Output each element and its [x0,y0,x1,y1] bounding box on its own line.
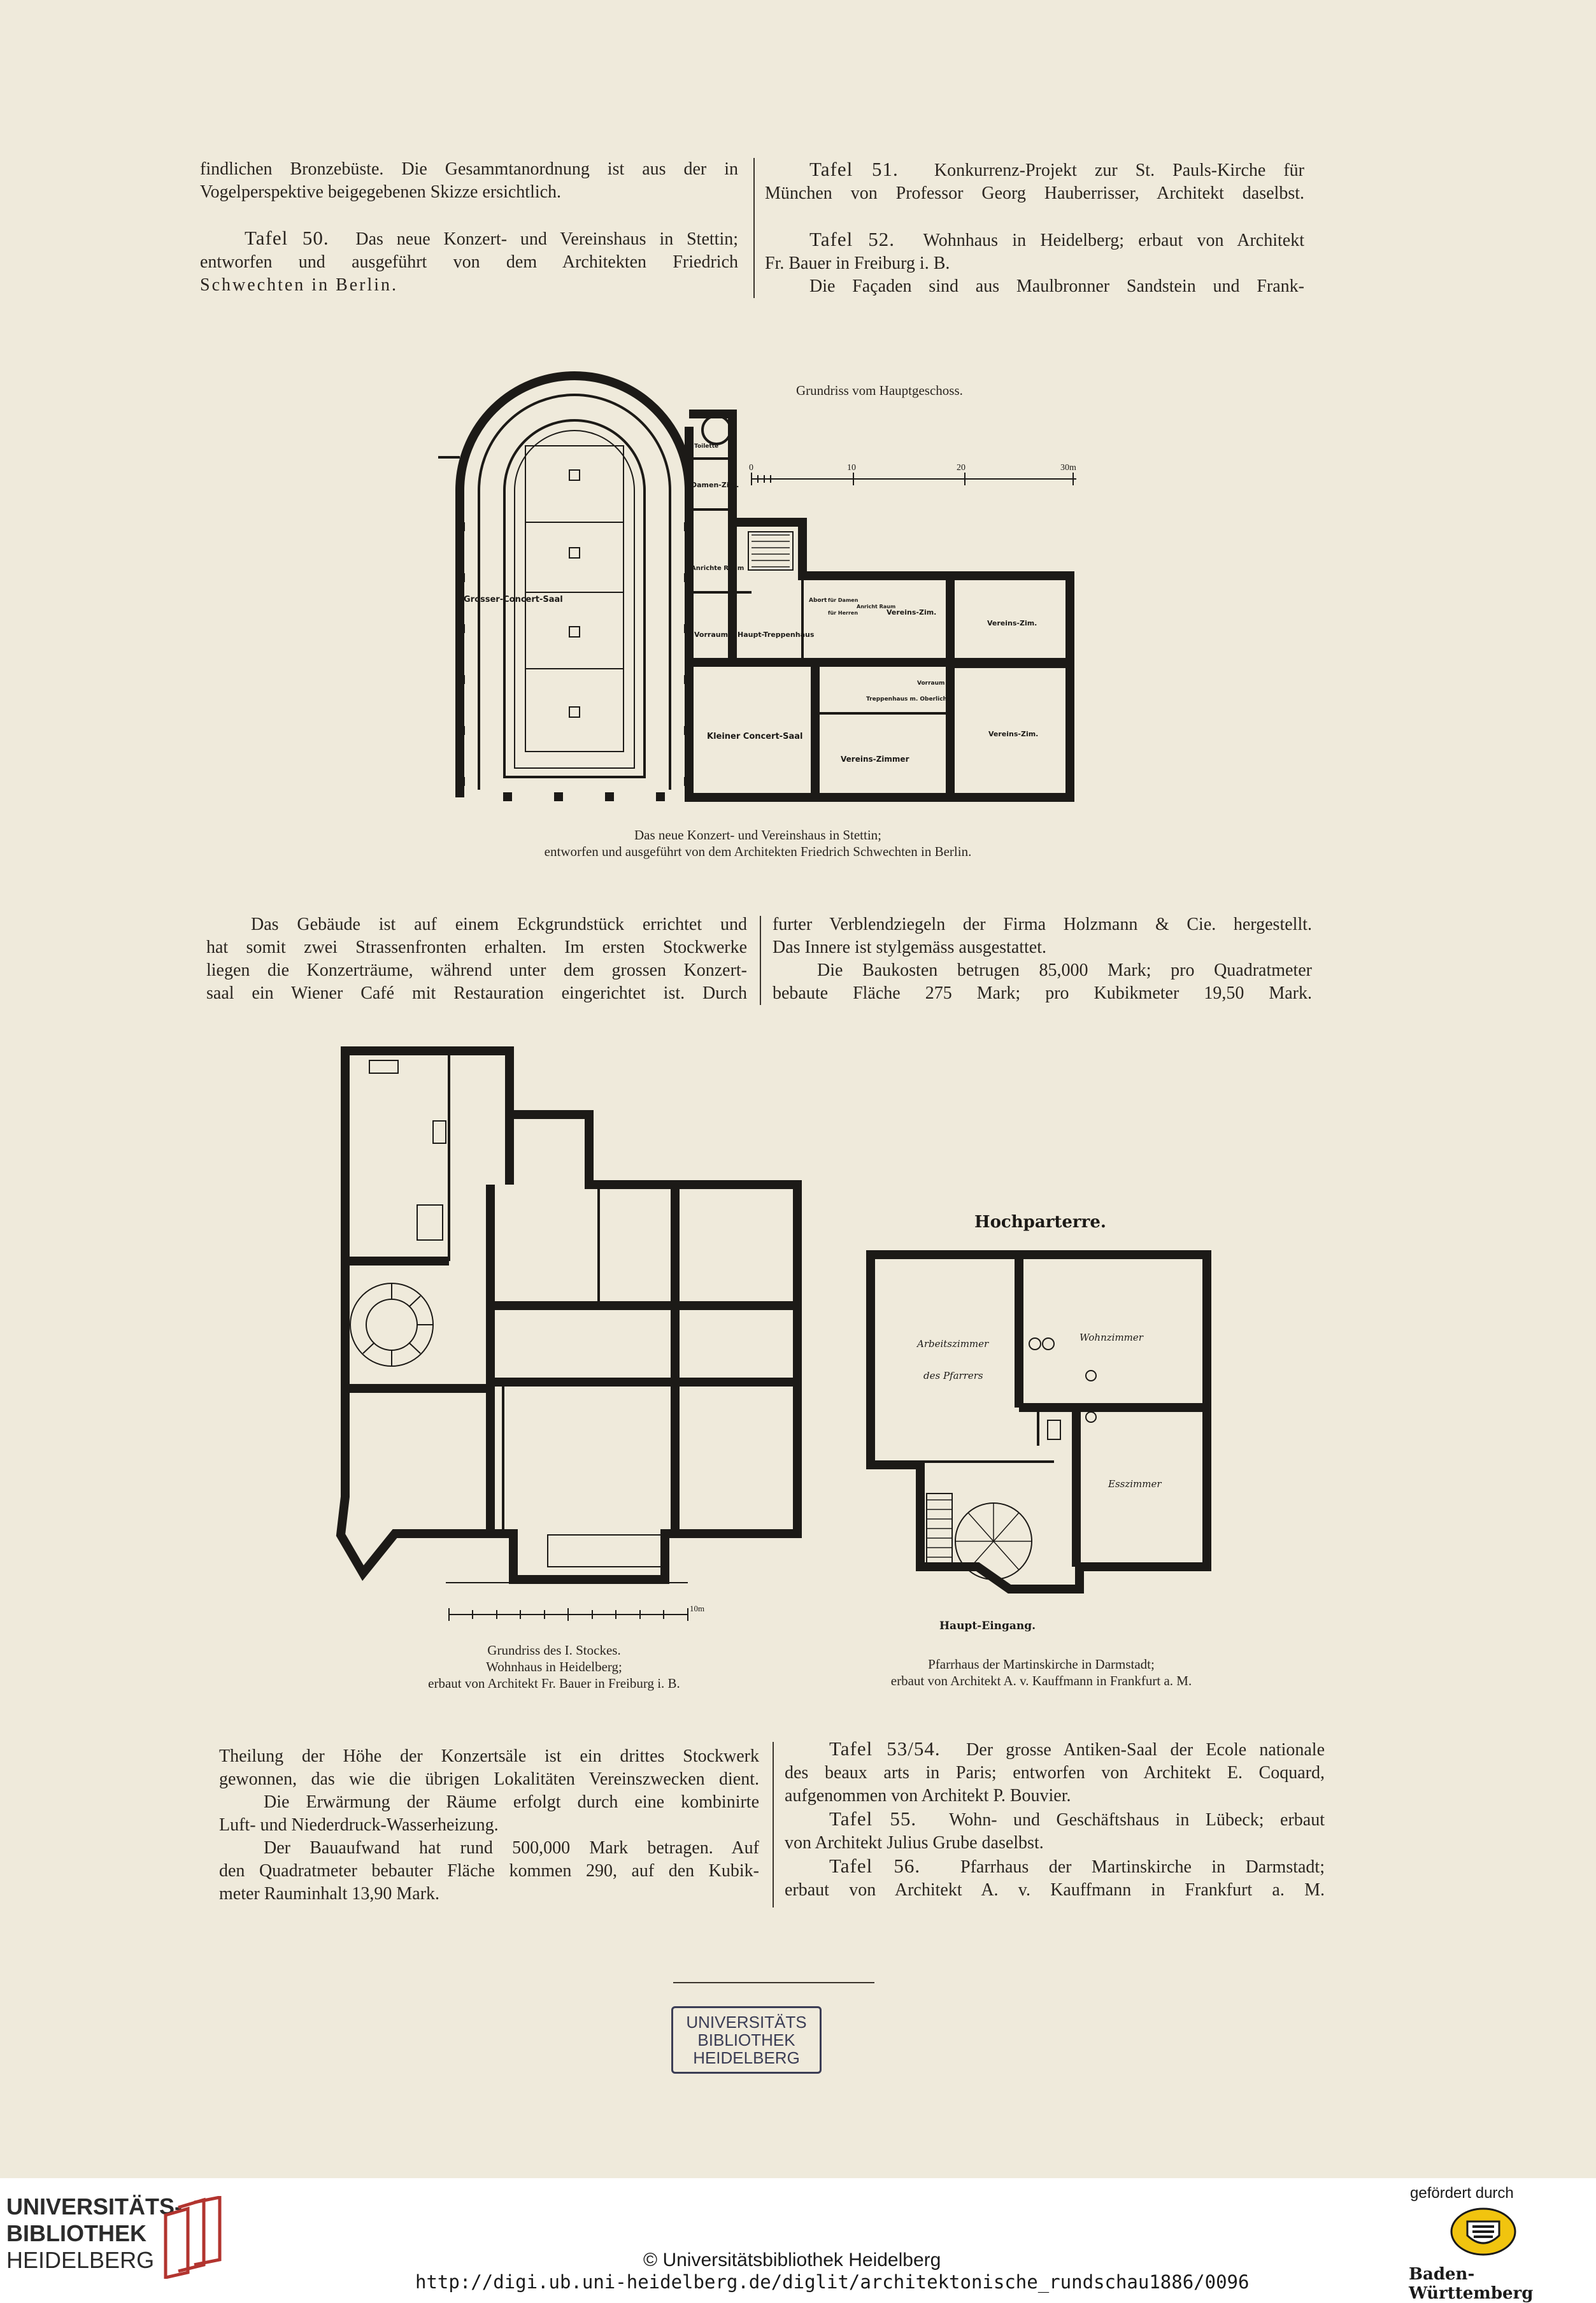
room-label: Treppenhaus m. Oberlicht [866,696,950,702]
plate-heading: Tafel 50. [245,227,329,249]
darmstadt-floor-plan [863,1248,1220,1643]
room-label: Vereins-Zim. [988,730,1039,738]
text-line: von Architekt Julius Grube daselbst. [785,1833,1044,1853]
room-label: für Herren [828,610,859,616]
scale-label: 30m [1060,463,1076,473]
text-line: Vogelperspektive beigegebenen Skizze ersichtlich. [200,182,562,202]
figure-caption [357,827,1159,860]
room-label: Anricht Raum [857,604,896,610]
text-line: Der Bauaufwand hat rund 500,000 Mark betragen. Auf [264,1838,759,1858]
room-label: Wohnzimmer [1079,1332,1143,1343]
plan-title: Grundriss vom Hauptgeschoss. [796,383,963,398]
scale-label: 10m [690,1604,705,1613]
text-line: Pfarrhaus der Martinskirche in Darmstadt; [960,1857,1325,1877]
heidelberg-floor-plan [331,1038,802,1630]
text-line: Fr. Bauer in Freiburg i. B. [765,253,950,273]
plate-heading: Tafel 53/54. [829,1737,941,1760]
text-line: Das Gebäude ist auf einem Eckgrundstück errichtet und [251,915,747,934]
entrance-label: Haupt-Eingang. [939,1620,1036,1632]
text-line: meter Rauminhalt 13,90 Mark. [219,1884,440,1904]
end-rule [673,1982,874,1983]
stamp-line: UNIVERSITÄTS [686,2013,807,2032]
text-line: erbaut von Architekt A. v. Kauffmann in Frankfurt a. M. [785,1880,1325,1900]
stamp-line: BIBLIOTHEK [697,2030,795,2050]
logo-line: UNIVERSITÄTS- [6,2193,183,2220]
text-line: Die Façaden sind aus Maulbronner Sandstein und Frank- [809,276,1304,296]
room-label: Kleiner Concert-Saal [707,732,803,741]
column-divider [760,916,761,1005]
text-line: Theilung der Höhe der Konzertsäle ist ein drittes Stockwerk [219,1746,759,1766]
column-divider [753,158,755,298]
page-url-link[interactable]: http://digi.ub.uni-heidelberg.de/diglit/architektonische_rundschau1886/0096 [415,2271,1250,2293]
room-label: Vorraum [917,680,945,687]
room-label: Esszimmer [1108,1478,1162,1490]
text-line: liegen die Konzerträume, während unter dem grossen Konzert- [206,960,747,980]
room-label: Grosser-Concert-Saal [464,595,563,604]
text-line: saal ein Wiener Café mit Restauration eingerichtet ist. Durch [206,983,747,1003]
caption-line: Das neue Konzert- und Vereinshaus in Stettin; [634,827,882,843]
caption-line: entworfen und ausgeführt von dem Architekten Friedrich Schwechten in Berlin. [544,844,972,859]
plate-heading: Tafel 52. [809,228,895,250]
text-line: bebaute Fläche 275 Mark; pro Kubikmeter 19,50 Mark. [773,983,1312,1003]
library-stamp [671,2006,822,2074]
column-divider [773,1742,774,1907]
text-line: Wohn- und Geschäftshaus in Lübeck; erbaut [949,1810,1325,1830]
plate-heading: Tafel 55. [829,1807,917,1830]
caption-line: erbaut von Architekt A. v. Kauffmann in Frankfurt a. M. [890,1673,1192,1688]
plate-heading: Tafel 56. [829,1855,921,1877]
caption-line: Wohnhaus in Heidelberg; [486,1659,622,1674]
bottom-right-column [785,1737,1325,1902]
text-line: Wohnhaus in Heidelberg; erbaut von Architekt [923,231,1304,250]
copyright-text: © Universitätsbibliothek Heidelberg [643,2250,941,2271]
text-line: Der grosse Antiken-Saal der Ecole nationale [966,1740,1325,1760]
top-left-column [200,158,738,297]
text-line: Die Erwärmung der Räume erfolgt durch eine kombinirte [264,1792,759,1812]
text-line: gewonnen, das wie die übrigen Lokalitäten Vereinszwecken dient. [219,1769,759,1789]
scale-label: 20 [957,463,965,473]
room-label: für Damen [828,597,859,603]
scale-label: 0 [749,463,753,473]
room-label: Arbeitszimmer [917,1338,989,1350]
scale-label: 10 [847,463,856,473]
text-line: des beaux arts in Paris; entworfen von Architekt E. Coquard, [785,1763,1325,1783]
caption-line: Grundriss des I. Stockes. [487,1643,621,1658]
text-line: Konkurrenz-Projekt zur St. Pauls-Kirche für [934,160,1305,180]
text-line: findlichen Bronzebüste. Die Gesammtanordnung ist aus der in [200,159,738,179]
room-label: Damen-Zim. [691,481,739,489]
caption-line: erbaut von Architekt Fr. Bauer in Freiburg i. B. [428,1676,680,1691]
room-label: Abort [809,597,827,604]
stamp-line: HEIDELBERG [693,2048,800,2067]
logo-line: BIBLIOTHEK [6,2220,146,2246]
text-line: aufgenommen von Architekt P. Bouvier. [785,1786,1071,1806]
text-line: Das Innere ist stylgemäss ausgestattet. [773,938,1047,957]
text-line: furter Verblendziegeln der Firma Holzmann & Cie. hergestellt. [773,915,1312,934]
figure-caption [790,1656,1293,1689]
bottom-left-column [219,1745,759,1906]
text-line: Schwechten in Berlin. [200,275,399,295]
library-logo-text [6,2193,182,2274]
text-line: entworfen und ausgeführt von dem Architekten Friedrich [200,252,738,272]
room-label: Vereins-Zim. [887,608,937,617]
hall-columns [456,522,693,801]
caption-line: Pfarrhaus der Martinskirche in Darmstadt; [928,1657,1155,1672]
room-label: des Pfarrers [923,1370,983,1381]
library-logo-icon [159,2196,227,2279]
text-line: Das neue Konzert- und Vereinshaus in Stettin; [355,229,739,249]
text-line: den Quadratmeter bebauter Fläche kommen 290, auf den Kubik- [219,1861,759,1881]
room-label: Vereins-Zimmer [841,755,909,764]
plate-heading: Tafel 51. [809,158,899,180]
plan-title: Hochparterre. [974,1213,1106,1232]
top-right-column [765,158,1304,298]
text-line: Luft- und Niederdruck-Wasserheizung. [219,1815,499,1835]
logo-line: HEIDELBERG [6,2247,155,2273]
text-line: Die Baukosten betrugen 85,000 Mark; pro Quadratmeter [817,960,1312,980]
text-line: hat somit zwei Strassenfronten erhalten. Im ersten Stockwerke [206,938,747,957]
middle-left-column [206,913,747,1005]
scale-bar [752,473,1076,485]
state-label: Baden-Württemberg [1409,2265,1534,2303]
room-label: Toilette [694,443,719,450]
room-label: Vorraum [694,631,729,639]
stettin-floor-plan [433,331,1083,815]
room-label: Haupt-Treppenhaus [737,631,815,639]
baden-wuerttemberg-crest-icon [1448,2206,1518,2257]
text-line: München von Professor Georg Hauberrisser, Architekt daselbst. [765,183,1304,203]
scale-bar [449,1608,688,1621]
figure-caption [331,1642,777,1692]
funded-by-label: gefördert durch [1410,2185,1514,2202]
room-label: Anrichte Raum [691,565,745,572]
middle-right-column [773,913,1312,1005]
room-label: Vereins-Zim. [987,619,1037,627]
